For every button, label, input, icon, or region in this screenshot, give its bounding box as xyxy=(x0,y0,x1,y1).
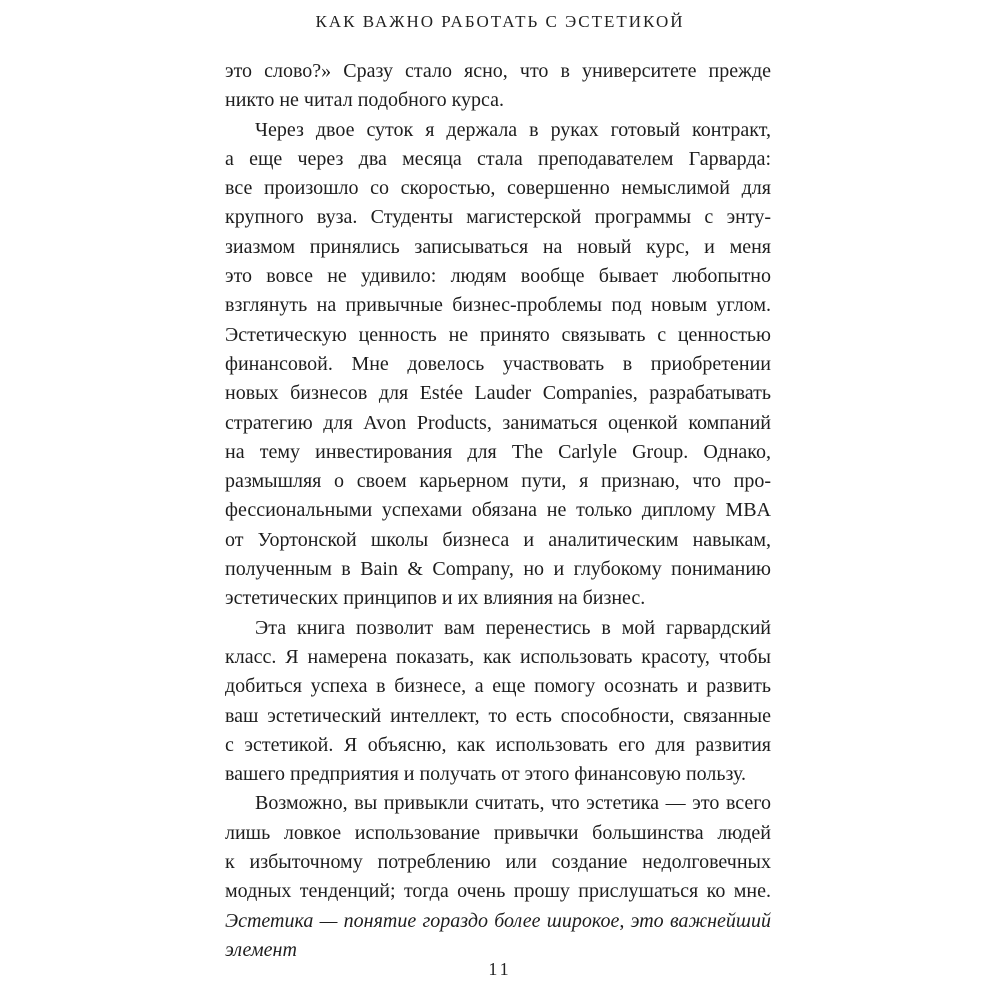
text-line: новых бизнесов для Estée Lauder Companies, разрабатывать xyxy=(225,382,771,405)
paragraph xyxy=(225,614,771,790)
text-line: фессиональными успехами обязана не только диплому MBA xyxy=(225,499,771,522)
text-line: добиться успеха в бизнесе, а еще помогу осознать и развить xyxy=(225,675,771,698)
text-line: вашего предприятия и получать от этого финансовую пользу. xyxy=(225,763,746,786)
text-line: эстетических принципов и их влияния на бизнес. xyxy=(225,587,646,610)
text-line: модных тенденций; тогда очень прошу прислушаться ко мне. xyxy=(225,880,771,903)
text-line: зиазмом принялись записываться на новый курс, и меня xyxy=(225,235,771,258)
text-line: полученным в Bain & Company, но и глубокому пониманию xyxy=(225,558,771,581)
text-line: крупного вуза. Студенты магистерской программы с энту- xyxy=(225,206,771,229)
paragraph xyxy=(225,789,771,965)
paragraph xyxy=(225,116,771,614)
text-line: Эта книга позволит вам перенестись в мой гарвардский xyxy=(255,616,771,639)
text-line: от Уортонской школы бизнеса и аналитическим навыкам, xyxy=(225,528,771,551)
text-line: финансовой. Мне довелось участвовать в приобретении xyxy=(225,352,771,375)
text-line: Возможно, вы привыкли считать, что эстетика — это всего xyxy=(255,792,771,815)
text-line: Через двое суток я держала в руках готовый контракт, xyxy=(255,118,771,141)
text-line: на тему инвестирования для The Carlyle Group. Однако, xyxy=(225,440,771,463)
text-line: это вовсе не удивило: людям вообще бывает любопытно xyxy=(225,265,771,288)
text-line: класс. Я намерена показать, как использовать красоту, чтобы xyxy=(225,645,771,668)
paragraph xyxy=(225,57,771,116)
text-line: это слово?» Сразу стало ясно, что в университете прежде xyxy=(225,60,771,82)
running-header: КАК ВАЖНО РАБОТАТЬ С ЭСТЕТИКОЙ xyxy=(315,12,685,31)
text-line: взглянуть на привычные бизнес-проблемы под новым углом. xyxy=(225,294,771,317)
text-line: с эстетикой. Я объясню, как использовать его для развития xyxy=(225,733,771,756)
text-line: Эстетика — понятие гораздо более широкое, это важнейший элемент xyxy=(225,909,771,961)
text-line: стратегию для Avon Products, заниматься оценкой компаний xyxy=(225,411,771,434)
text-line: никто не читал подобного курса. xyxy=(225,89,505,112)
page-number: 11 xyxy=(488,959,512,979)
text-line: к избыточному потреблению или создание недолговечных xyxy=(225,851,771,874)
text-line: лишь ловкое использование привычки большинства людей xyxy=(225,821,771,844)
text-block xyxy=(225,57,771,965)
text-line: размышляя о своем карьерном пути, я признаю, что про- xyxy=(225,470,771,493)
text-line: а еще через два месяца стала преподавателем Гарварда: xyxy=(225,147,771,170)
text-line: все произошло со скоростью, совершенно немыслимой для xyxy=(225,177,771,200)
text-line: Эстетическую ценность не принято связывать с ценностью xyxy=(225,323,771,346)
text-line: ваш эстетический интеллект, то есть способности, связанные xyxy=(225,704,771,727)
